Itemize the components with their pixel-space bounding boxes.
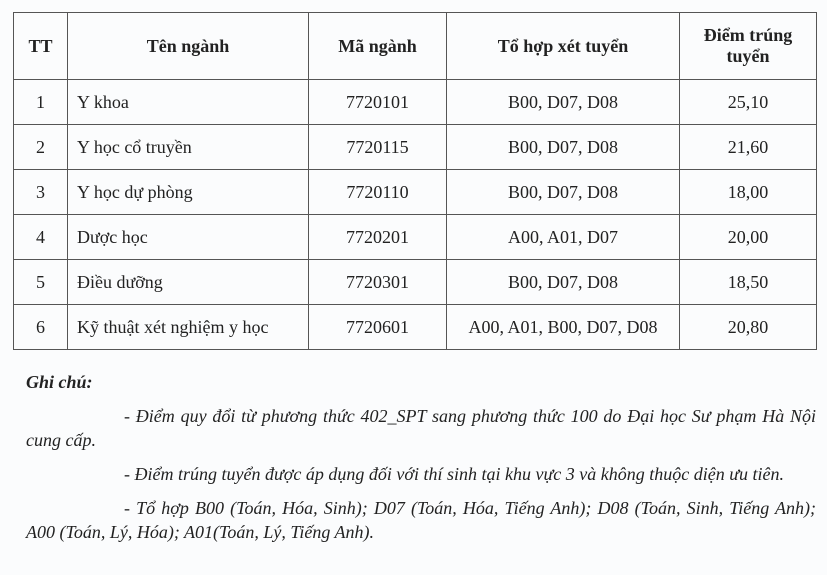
cell-tt: 2	[14, 125, 68, 170]
note-item: - Tổ hợp B00 (Toán, Hóa, Sinh); D07 (Toán, Hóa, Tiếng Anh); D08 (Toán, Sinh, Tiếng Anh); A00 (Toán, Lý, Hóa); A01(Toán, Lý, Tiếng Anh).	[26, 498, 816, 542]
cell-score: 21,60	[680, 125, 817, 170]
cell-combo: B00, D07, D08	[447, 80, 680, 125]
cell-score: 18,50	[680, 260, 817, 305]
cell-name: Y học dự phòng	[68, 170, 309, 215]
table-row	[14, 125, 817, 170]
header-score: Điểm trúng tuyển	[680, 13, 817, 80]
cell-name: Dược học	[68, 215, 309, 260]
note-item: - Điểm quy đổi từ phương thức 402_SPT sang phương thức 100 do Đại học Sư phạm Hà Nội cung cấp.	[26, 406, 816, 450]
notes-title: Ghi chú:	[26, 372, 93, 392]
cell-tt: 1	[14, 80, 68, 125]
cell-code: 7720201	[309, 215, 447, 260]
header-tt: TT	[14, 13, 68, 80]
cell-name: Y học cổ truyền	[68, 125, 309, 170]
cell-name: Y khoa	[68, 80, 309, 125]
cell-code: 7720110	[309, 170, 447, 215]
header-name: Tên ngành	[68, 13, 309, 80]
header-combo: Tổ hợp xét tuyển	[447, 13, 680, 80]
cell-score: 20,00	[680, 215, 817, 260]
cell-score: 18,00	[680, 170, 817, 215]
table-row	[14, 170, 817, 215]
table-row	[14, 305, 817, 350]
cell-combo: B00, D07, D08	[447, 170, 680, 215]
cell-score: 20,80	[680, 305, 817, 350]
cell-score: 25,10	[680, 80, 817, 125]
cell-name: Điều dưỡng	[68, 260, 309, 305]
cell-combo: B00, D07, D08	[447, 125, 680, 170]
table-row	[14, 260, 817, 305]
cell-combo: B00, D07, D08	[447, 260, 680, 305]
cell-combo: A00, A01, D07	[447, 215, 680, 260]
notes-section	[26, 370, 816, 554]
cell-tt: 3	[14, 170, 68, 215]
cell-code: 7720301	[309, 260, 447, 305]
cell-combo: A00, A01, B00, D07, D08	[447, 305, 680, 350]
cell-name: Kỹ thuật xét nghiệm y học	[68, 305, 309, 350]
cell-code: 7720115	[309, 125, 447, 170]
cell-code: 7720601	[309, 305, 447, 350]
cell-tt: 5	[14, 260, 68, 305]
table-header-row	[14, 13, 817, 80]
cell-tt: 6	[14, 305, 68, 350]
cell-code: 7720101	[309, 80, 447, 125]
table-row	[14, 80, 817, 125]
table-row	[14, 215, 817, 260]
admission-scores-table-container	[13, 12, 816, 350]
header-code: Mã ngành	[309, 13, 447, 80]
note-item: - Điểm trúng tuyển được áp dụng đối với thí sinh tại khu vực 3 và không thuộc diện ưu tiên.	[124, 464, 785, 484]
admission-scores-table	[13, 12, 817, 350]
cell-tt: 4	[14, 215, 68, 260]
